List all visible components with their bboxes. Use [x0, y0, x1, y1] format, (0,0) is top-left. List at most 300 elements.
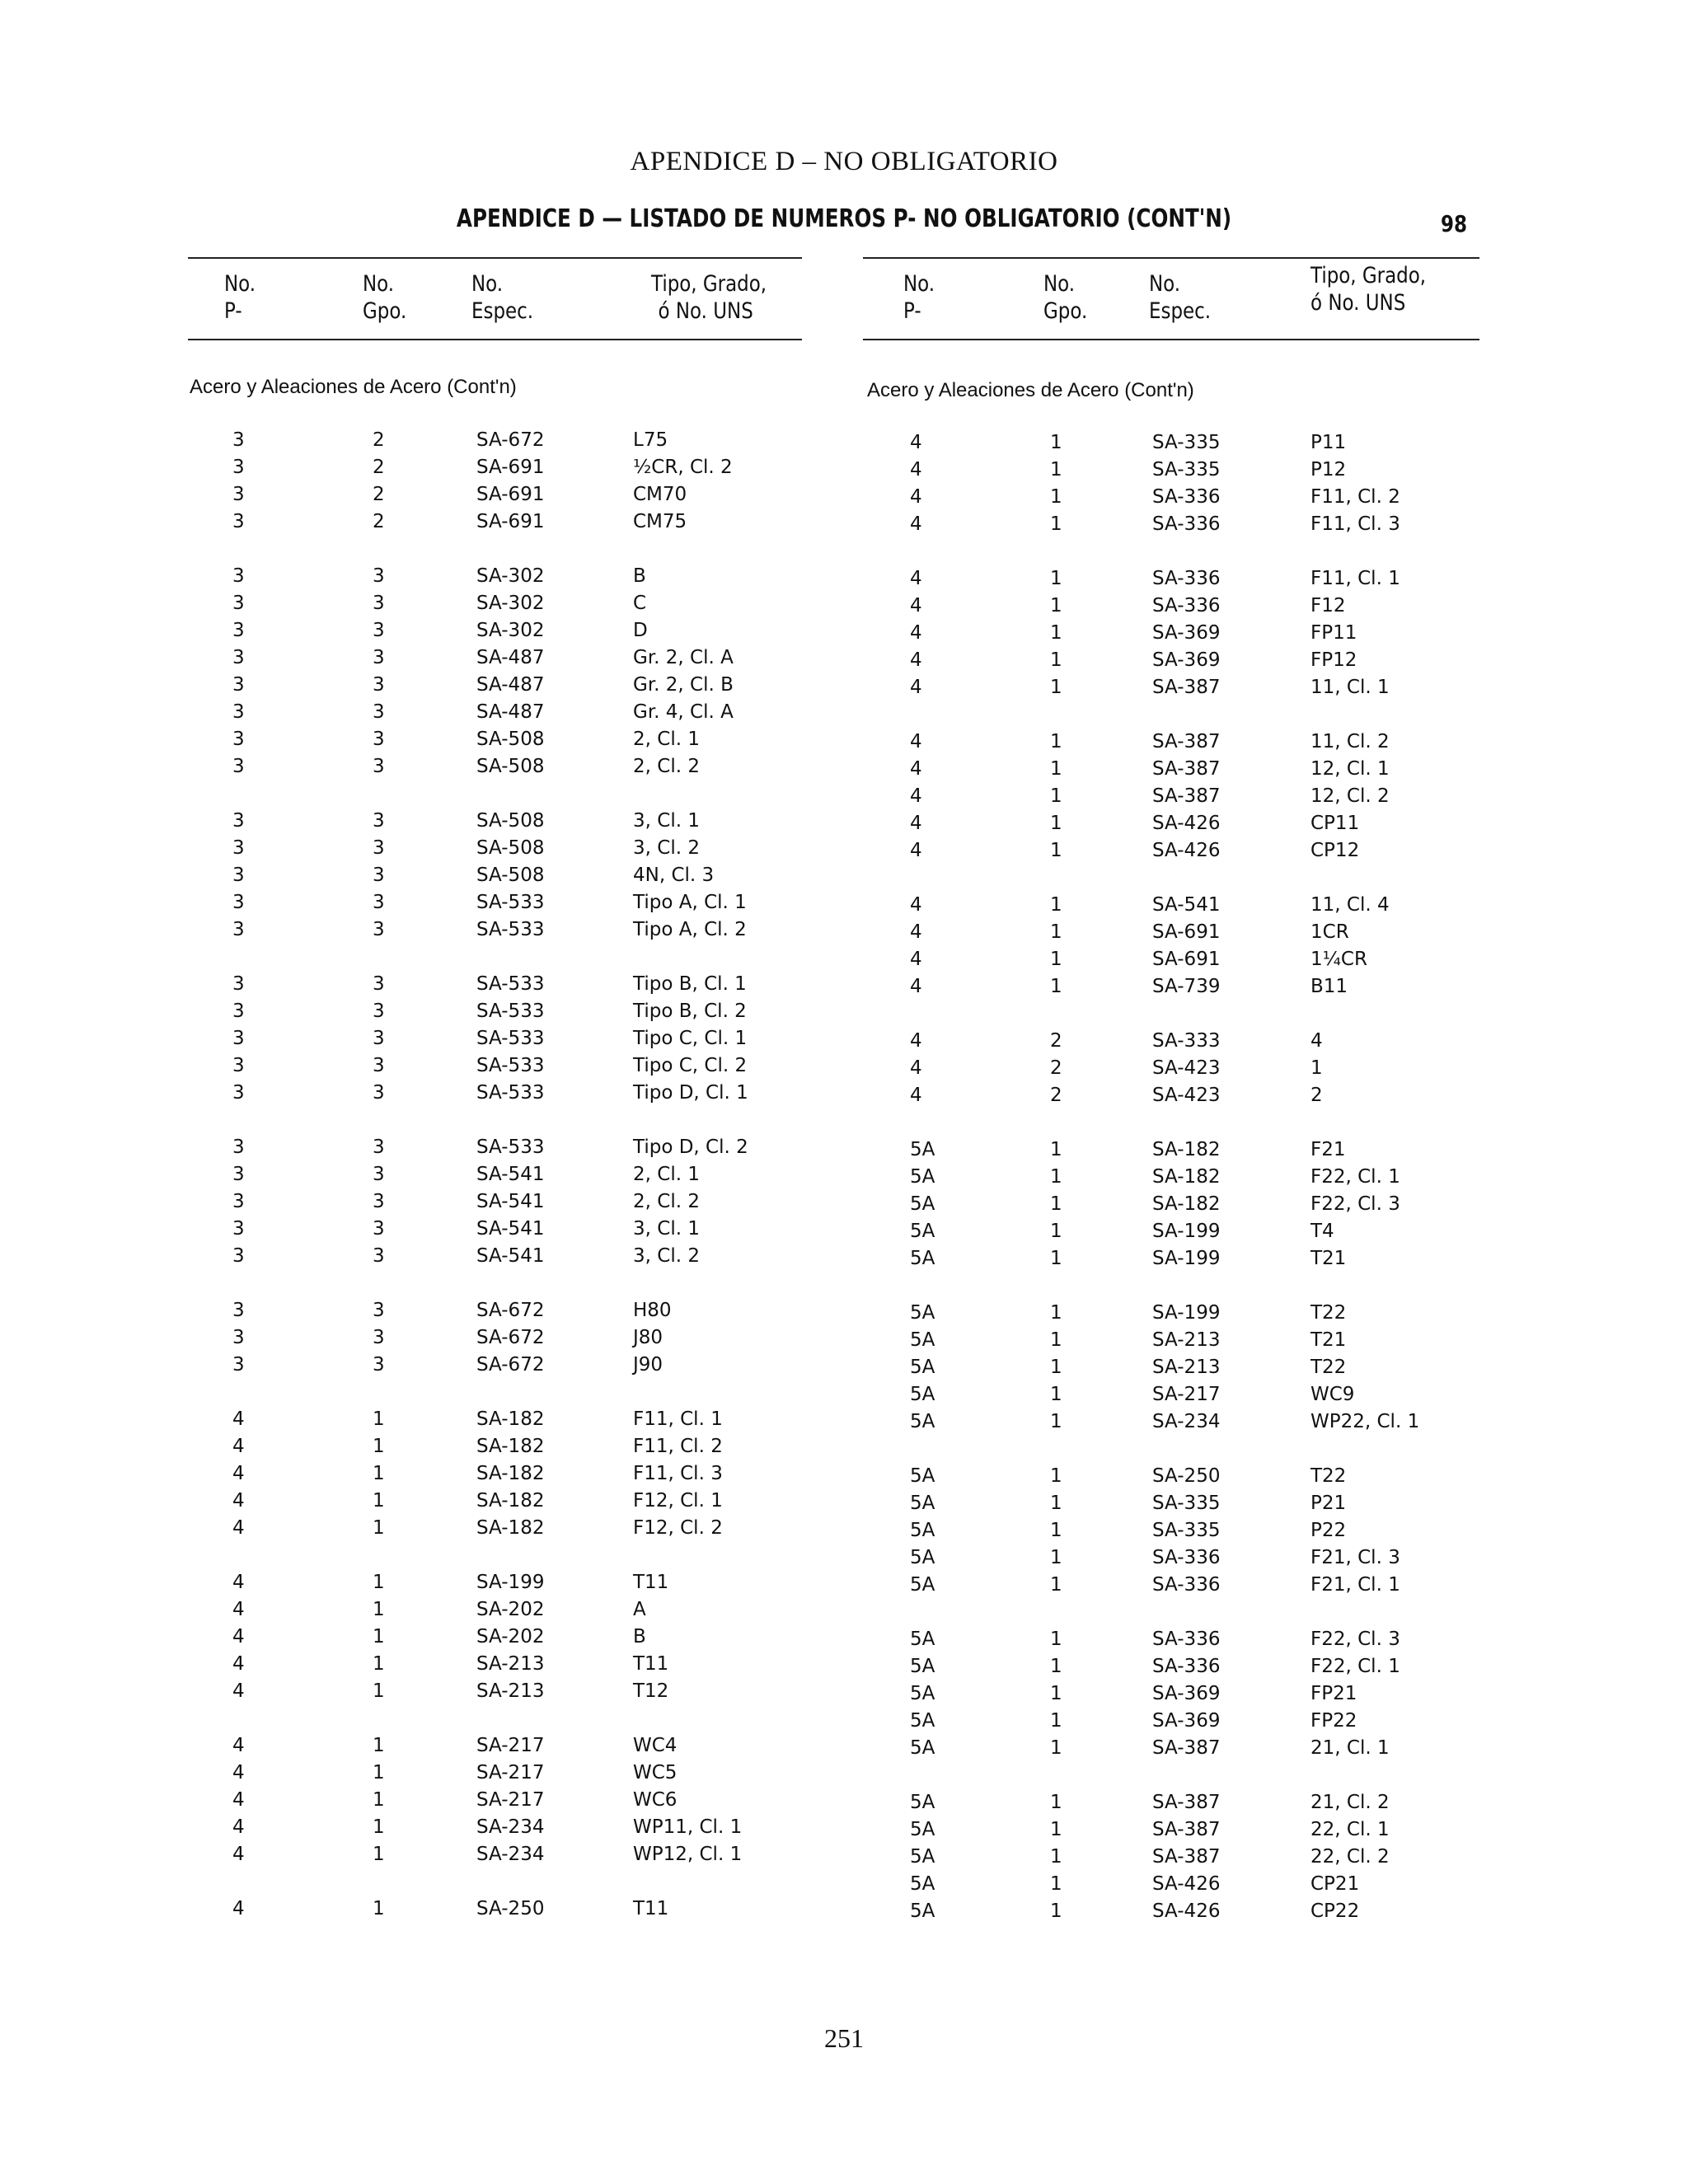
- type-cell: WP22, Cl. 1: [1311, 1411, 1420, 1432]
- type-cell: B11: [1311, 976, 1348, 997]
- p-no-cell: 5A: [910, 1792, 935, 1813]
- table-row: [0, 1354, 1688, 1380]
- type-cell: T12: [633, 1680, 669, 1702]
- spec-no-cell: SA-199: [1152, 1302, 1221, 1324]
- type-cell: F11, Cl. 2: [1311, 486, 1400, 508]
- table-row: [0, 837, 1688, 864]
- gpo-no-cell: 3: [373, 919, 385, 940]
- gpo-no-cell: 1: [1050, 568, 1062, 589]
- gpo-no-cell: 1: [1050, 1193, 1062, 1215]
- gpo-no-cell: 1: [1050, 649, 1062, 671]
- p-no-cell: 3: [232, 892, 245, 913]
- p-no-cell: 3: [232, 593, 245, 614]
- type-cell: WP12, Cl. 1: [633, 1844, 743, 1865]
- spec-no-cell: SA-336: [1152, 513, 1221, 535]
- gpo-no-cell: 1: [373, 1653, 385, 1675]
- table-row: [0, 1735, 1688, 1761]
- table-row: [0, 892, 1688, 918]
- spec-no-cell: SA-672: [476, 1354, 545, 1376]
- type-cell: T11: [633, 1653, 669, 1675]
- spec-no-cell: SA-213: [1152, 1357, 1221, 1378]
- table-row: [0, 1300, 1688, 1326]
- p-no-cell: 5A: [910, 1302, 935, 1324]
- type-cell: F11, Cl. 3: [633, 1463, 723, 1484]
- p-no-cell: 5A: [910, 1465, 935, 1487]
- p-no-cell: 4: [232, 1436, 245, 1457]
- spec-no-cell: SA-387: [1152, 1819, 1221, 1840]
- gpo-no-cell: 3: [373, 1300, 385, 1321]
- spec-no-cell: SA-739: [1152, 976, 1221, 997]
- spec-no-cell: SA-182: [1152, 1166, 1221, 1188]
- p-no-cell: 3: [232, 484, 245, 505]
- table-row: [0, 1708, 1688, 1734]
- p-no-cell: 4: [232, 1816, 245, 1838]
- gpo-no-cell: 1: [373, 1490, 385, 1511]
- left-header-spec-no: No. Espec.: [471, 271, 534, 324]
- spec-no-cell: SA-387: [1152, 758, 1221, 780]
- p-no-cell: 5A: [910, 1411, 935, 1432]
- right-bottom-rule: [863, 339, 1479, 340]
- type-cell: F21, Cl. 1: [1311, 1574, 1400, 1596]
- spec-no-cell: SA-336: [1152, 1656, 1221, 1677]
- gpo-no-cell: 1: [1050, 1629, 1062, 1650]
- p-no-cell: 3: [232, 457, 245, 478]
- spec-no-cell: SA-533: [476, 1137, 545, 1158]
- table-row: [0, 1572, 1688, 1598]
- p-no-cell: 4: [232, 1408, 245, 1430]
- table-row: [0, 810, 1688, 837]
- gpo-no-cell: 1: [373, 1898, 385, 1919]
- p-no-cell: 5A: [910, 1846, 935, 1868]
- gpo-no-cell: 2: [373, 511, 385, 532]
- table-row: [0, 1517, 1688, 1544]
- type-cell: 4N, Cl. 3: [633, 865, 715, 886]
- table-row: [0, 1137, 1688, 1163]
- p-no-cell: 4: [910, 785, 922, 807]
- table-row: [0, 674, 1688, 701]
- table-row: [0, 1626, 1688, 1652]
- gpo-no-cell: 1: [1050, 1465, 1062, 1487]
- spec-no-cell: SA-541: [1152, 894, 1221, 916]
- gpo-no-cell: 1: [1050, 894, 1062, 916]
- spec-no-cell: SA-335: [1152, 432, 1221, 453]
- spec-no-cell: SA-672: [476, 1300, 545, 1321]
- type-cell: FP11: [1311, 622, 1357, 644]
- gpo-no-cell: 3: [373, 973, 385, 995]
- type-cell: F11, Cl. 2: [633, 1436, 723, 1457]
- spec-no-cell: SA-336: [1152, 568, 1221, 589]
- table-row: [0, 756, 1688, 782]
- gpo-no-cell: 1: [373, 1517, 385, 1539]
- spec-no-cell: SA-369: [1152, 1710, 1221, 1732]
- spec-no-cell: SA-533: [476, 973, 545, 995]
- p-no-cell: 4: [232, 1735, 245, 1756]
- type-cell: 3, Cl. 2: [633, 1245, 700, 1267]
- spec-no-cell: SA-387: [1152, 1846, 1221, 1868]
- type-cell: 11, Cl. 2: [1311, 731, 1390, 752]
- p-no-cell: 3: [232, 1082, 245, 1104]
- spec-no-cell: SA-508: [476, 810, 545, 832]
- p-no-cell: 3: [232, 1028, 245, 1049]
- type-cell: T11: [633, 1572, 669, 1593]
- table-row: [0, 1789, 1688, 1816]
- spec-no-cell: SA-182: [476, 1517, 545, 1539]
- gpo-no-cell: 3: [373, 593, 385, 614]
- spec-no-cell: SA-369: [1152, 649, 1221, 671]
- spec-no-cell: SA-250: [1152, 1465, 1221, 1487]
- type-cell: T4: [1311, 1221, 1334, 1242]
- type-cell: 3, Cl. 2: [633, 837, 700, 859]
- type-cell: WC9: [1311, 1384, 1355, 1405]
- gpo-no-cell: 1: [1050, 486, 1062, 508]
- gpo-no-cell: 1: [1050, 1248, 1062, 1269]
- gpo-no-cell: 1: [373, 1762, 385, 1783]
- p-no-cell: 5A: [910, 1193, 935, 1215]
- right-header-type: Tipo, Grado, ó No. UNS: [1311, 263, 1427, 316]
- table-row: [0, 919, 1688, 945]
- spec-no-cell: SA-335: [1152, 459, 1221, 480]
- gpo-no-cell: 3: [373, 1055, 385, 1076]
- type-cell: Gr. 2, Cl. A: [633, 647, 734, 668]
- spec-no-cell: SA-426: [1152, 813, 1221, 834]
- table-row: [0, 484, 1688, 510]
- spec-no-cell: SA-387: [1152, 1737, 1221, 1759]
- spec-no-cell: SA-426: [1152, 1900, 1221, 1922]
- type-cell: L75: [633, 429, 668, 451]
- table-row: [0, 1898, 1688, 1924]
- gpo-no-cell: 1: [373, 1844, 385, 1865]
- spec-no-cell: SA-672: [476, 429, 545, 451]
- type-cell: Tipo A, Cl. 2: [633, 919, 747, 940]
- table-row: [0, 1463, 1688, 1489]
- p-no-cell: 3: [232, 865, 245, 886]
- p-no-cell: 3: [232, 1055, 245, 1076]
- p-no-cell: 5A: [910, 1873, 935, 1895]
- spec-no-cell: SA-387: [1152, 785, 1221, 807]
- gpo-no-cell: 1: [1050, 1411, 1062, 1432]
- p-no-cell: 5A: [910, 1384, 935, 1405]
- p-no-cell: 3: [232, 1300, 245, 1321]
- gpo-no-cell: 1: [1050, 432, 1062, 453]
- spec-no-cell: SA-508: [476, 837, 545, 859]
- gpo-no-cell: 3: [373, 1137, 385, 1158]
- p-no-cell: 5A: [910, 1329, 935, 1351]
- p-no-cell: 4: [910, 459, 922, 480]
- type-cell: CP12: [1311, 840, 1360, 861]
- p-no-cell: 3: [232, 620, 245, 641]
- spec-no-cell: SA-508: [476, 729, 545, 750]
- gpo-no-cell: 1: [1050, 1900, 1062, 1922]
- p-no-cell: 3: [232, 674, 245, 696]
- type-cell: 22, Cl. 2: [1311, 1846, 1390, 1868]
- type-cell: T21: [1311, 1248, 1347, 1269]
- spec-no-cell: SA-533: [476, 1028, 545, 1049]
- p-no-cell: 4: [910, 813, 922, 834]
- gpo-no-cell: 1: [1050, 976, 1062, 997]
- gpo-no-cell: 3: [373, 701, 385, 723]
- p-no-cell: 5A: [910, 1656, 935, 1677]
- gpo-no-cell: 1: [1050, 921, 1062, 943]
- gpo-no-cell: 1: [373, 1680, 385, 1702]
- table-row: [0, 1871, 1688, 1897]
- table-row: [0, 1082, 1688, 1108]
- spec-no-cell: SA-217: [476, 1762, 545, 1783]
- spec-no-cell: SA-234: [476, 1844, 545, 1865]
- spec-no-cell: SA-213: [1152, 1329, 1221, 1351]
- gpo-no-cell: 2: [373, 484, 385, 505]
- table-row: [0, 429, 1688, 456]
- gpo-no-cell: 1: [1050, 1357, 1062, 1378]
- p-no-cell: 5A: [910, 1166, 935, 1188]
- type-cell: CM75: [633, 511, 687, 532]
- spec-no-cell: SA-541: [476, 1164, 545, 1185]
- gpo-no-cell: 1: [1050, 459, 1062, 480]
- spec-no-cell: SA-426: [1152, 840, 1221, 861]
- gpo-no-cell: 1: [1050, 513, 1062, 535]
- type-cell: F12, Cl. 2: [633, 1517, 723, 1539]
- table-row: [0, 1191, 1688, 1217]
- p-no-cell: 5A: [910, 1520, 935, 1541]
- p-no-cell: 5A: [910, 1248, 935, 1269]
- table-row: [0, 647, 1688, 673]
- p-no-cell: 3: [232, 810, 245, 832]
- gpo-no-cell: 3: [373, 1028, 385, 1049]
- spec-no-cell: SA-541: [476, 1245, 545, 1267]
- type-cell: F11, Cl. 1: [633, 1408, 723, 1430]
- spec-no-cell: SA-250: [476, 1898, 545, 1919]
- table-row: [0, 593, 1688, 619]
- p-no-cell: 5A: [910, 1221, 935, 1242]
- left-header-p-no: No. P-: [224, 271, 256, 324]
- gpo-no-cell: 1: [1050, 1710, 1062, 1732]
- gpo-no-cell: 3: [373, 756, 385, 777]
- table-row: [0, 1164, 1688, 1190]
- p-no-cell: 4: [910, 513, 922, 535]
- left-section-label: Acero y Aleaciones de Acero (Cont'n): [190, 376, 517, 398]
- left-bottom-rule: [188, 339, 802, 340]
- type-cell: CP11: [1311, 813, 1360, 834]
- type-cell: FP22: [1311, 1710, 1357, 1732]
- type-cell: J80: [633, 1327, 663, 1348]
- gpo-no-cell: 2: [1050, 1057, 1062, 1079]
- type-cell: T11: [633, 1898, 669, 1919]
- spec-no-cell: SA-691: [476, 484, 545, 505]
- type-cell: 22, Cl. 1: [1311, 1819, 1390, 1840]
- gpo-no-cell: 3: [373, 865, 385, 886]
- left-header-gpo-no: No. Gpo.: [363, 271, 407, 324]
- type-cell: B: [633, 1626, 646, 1647]
- gpo-no-cell: 1: [1050, 1547, 1062, 1568]
- spec-no-cell: SA-369: [1152, 1683, 1221, 1704]
- gpo-no-cell: 3: [373, 1354, 385, 1376]
- right-top-rule: [863, 257, 1479, 259]
- gpo-no-cell: 1: [1050, 1873, 1062, 1895]
- p-no-cell: 3: [232, 1001, 245, 1022]
- p-no-cell: 3: [232, 919, 245, 940]
- type-cell: F22, Cl. 1: [1311, 1656, 1400, 1677]
- spec-no-cell: SA-387: [1152, 1792, 1221, 1813]
- spec-no-cell: SA-217: [476, 1735, 545, 1756]
- spec-no-cell: SA-426: [1152, 1873, 1221, 1895]
- gpo-no-cell: 3: [373, 565, 385, 587]
- page-header: APENDICE D – NO OBLIGATORIO: [630, 147, 1058, 176]
- p-no-cell: 4: [232, 1599, 245, 1620]
- table-row: [0, 1055, 1688, 1081]
- type-cell: CM70: [633, 484, 687, 505]
- gpo-no-cell: 1: [1050, 1329, 1062, 1351]
- p-no-cell: 4: [232, 1517, 245, 1539]
- spec-no-cell: SA-335: [1152, 1520, 1221, 1541]
- gpo-no-cell: 1: [1050, 1846, 1062, 1868]
- type-cell: T22: [1311, 1465, 1347, 1487]
- p-no-cell: 4: [910, 1057, 922, 1079]
- gpo-no-cell: 1: [1050, 731, 1062, 752]
- table-row: [0, 1844, 1688, 1870]
- table-row: [0, 1245, 1688, 1272]
- p-no-cell: 4: [232, 1653, 245, 1675]
- spec-no-cell: SA-182: [1152, 1193, 1221, 1215]
- table-row: [0, 620, 1688, 646]
- type-cell: 4: [1311, 1030, 1323, 1052]
- type-cell: 11, Cl. 4: [1311, 894, 1390, 916]
- spec-no-cell: SA-533: [476, 892, 545, 913]
- gpo-no-cell: 1: [373, 1816, 385, 1838]
- table-row: [0, 729, 1688, 755]
- gpo-no-cell: 1: [1050, 1737, 1062, 1759]
- spec-no-cell: SA-182: [476, 1463, 545, 1484]
- p-no-cell: 3: [232, 565, 245, 587]
- spec-no-cell: SA-302: [476, 593, 545, 614]
- p-no-cell: 4: [910, 432, 922, 453]
- p-no-cell: 3: [232, 647, 245, 668]
- spec-no-cell: SA-182: [1152, 1139, 1221, 1160]
- gpo-no-cell: 1: [373, 1436, 385, 1457]
- p-no-cell: 4: [910, 649, 922, 671]
- type-cell: Gr. 4, Cl. A: [633, 701, 734, 723]
- type-cell: Tipo C, Cl. 1: [633, 1028, 748, 1049]
- spec-no-cell: SA-199: [1152, 1221, 1221, 1242]
- left-top-rule: [188, 257, 802, 259]
- page-code: 98: [1441, 210, 1467, 237]
- spec-no-cell: SA-234: [476, 1816, 545, 1838]
- spec-no-cell: SA-213: [476, 1653, 545, 1675]
- type-cell: Tipo D, Cl. 1: [633, 1082, 748, 1104]
- type-cell: Tipo B, Cl. 1: [633, 973, 747, 995]
- spec-no-cell: SA-302: [476, 565, 545, 587]
- p-no-cell: 4: [232, 1680, 245, 1702]
- p-no-cell: 4: [232, 1626, 245, 1647]
- gpo-no-cell: 2: [1050, 1085, 1062, 1106]
- type-cell: 3, Cl. 1: [633, 1218, 700, 1240]
- gpo-no-cell: 1: [1050, 1384, 1062, 1405]
- p-no-cell: 3: [232, 511, 245, 532]
- p-no-cell: 5A: [910, 1357, 935, 1378]
- gpo-no-cell: 1: [1050, 1574, 1062, 1596]
- type-cell: 1: [1311, 1057, 1323, 1079]
- gpo-no-cell: 3: [373, 1327, 385, 1348]
- spec-no-cell: SA-199: [476, 1572, 545, 1593]
- gpo-no-cell: 3: [373, 810, 385, 832]
- gpo-no-cell: 1: [1050, 1520, 1062, 1541]
- type-cell: 12, Cl. 1: [1311, 758, 1390, 780]
- spec-no-cell: SA-302: [476, 620, 545, 641]
- spec-no-cell: SA-336: [1152, 595, 1221, 616]
- spec-no-cell: SA-387: [1152, 731, 1221, 752]
- type-cell: F12: [1311, 595, 1346, 616]
- right-header-spec-no: No. Espec.: [1149, 271, 1212, 324]
- type-cell: WC6: [633, 1789, 678, 1811]
- type-cell: 12, Cl. 2: [1311, 785, 1390, 807]
- spec-no-cell: SA-533: [476, 919, 545, 940]
- spec-no-cell: SA-199: [1152, 1248, 1221, 1269]
- spec-no-cell: SA-335: [1152, 1493, 1221, 1514]
- table-row: [0, 511, 1688, 537]
- p-no-cell: 4: [910, 894, 922, 916]
- gpo-no-cell: 1: [1050, 622, 1062, 644]
- type-cell: Tipo A, Cl. 1: [633, 892, 747, 913]
- spec-no-cell: SA-202: [476, 1599, 545, 1620]
- p-no-cell: 5A: [910, 1710, 935, 1732]
- type-cell: F22, Cl. 1: [1311, 1166, 1400, 1188]
- p-no-cell: 3: [232, 973, 245, 995]
- p-no-cell: 4: [232, 1572, 245, 1593]
- p-no-cell: 3: [232, 756, 245, 777]
- p-no-cell: 5A: [910, 1547, 935, 1568]
- spec-no-cell: SA-336: [1152, 1629, 1221, 1650]
- gpo-no-cell: 3: [373, 1001, 385, 1022]
- type-cell: Tipo C, Cl. 2: [633, 1055, 748, 1076]
- spec-no-cell: SA-541: [476, 1191, 545, 1212]
- p-no-cell: 3: [232, 1327, 245, 1348]
- p-no-cell: 4: [910, 622, 922, 644]
- type-cell: 11, Cl. 1: [1311, 677, 1390, 698]
- gpo-no-cell: 1: [373, 1463, 385, 1484]
- spec-no-cell: SA-217: [1152, 1384, 1221, 1405]
- gpo-no-cell: 1: [1050, 1819, 1062, 1840]
- gpo-no-cell: 1: [1050, 1139, 1062, 1160]
- gpo-no-cell: 1: [1050, 949, 1062, 970]
- spec-no-cell: SA-234: [1152, 1411, 1221, 1432]
- type-cell: F12, Cl. 1: [633, 1490, 723, 1511]
- table-row: [0, 783, 1688, 809]
- p-no-cell: 4: [910, 1030, 922, 1052]
- type-cell: F11, Cl. 3: [1311, 513, 1400, 535]
- spec-no-cell: SA-508: [476, 756, 545, 777]
- gpo-no-cell: 1: [1050, 785, 1062, 807]
- p-no-cell: 4: [910, 486, 922, 508]
- gpo-no-cell: 1: [373, 1599, 385, 1620]
- table-row: [0, 1408, 1688, 1435]
- gpo-no-cell: 1: [1050, 758, 1062, 780]
- spec-no-cell: SA-423: [1152, 1057, 1221, 1079]
- p-no-cell: 4: [232, 1490, 245, 1511]
- p-no-cell: 5A: [910, 1737, 935, 1759]
- type-cell: F11, Cl. 1: [1311, 568, 1400, 589]
- spec-no-cell: SA-508: [476, 865, 545, 886]
- gpo-no-cell: 1: [1050, 1221, 1062, 1242]
- table-row: [0, 1381, 1688, 1408]
- gpo-no-cell: 1: [1050, 813, 1062, 834]
- gpo-no-cell: 3: [373, 1082, 385, 1104]
- gpo-no-cell: 3: [373, 1164, 385, 1185]
- type-cell: Gr. 2, Cl. B: [633, 674, 734, 696]
- spec-no-cell: SA-182: [476, 1408, 545, 1430]
- spec-no-cell: SA-369: [1152, 622, 1221, 644]
- table-row: [0, 1218, 1688, 1244]
- type-cell: Tipo B, Cl. 2: [633, 1001, 747, 1022]
- type-cell: F21, Cl. 3: [1311, 1547, 1400, 1568]
- type-cell: P22: [1311, 1520, 1347, 1541]
